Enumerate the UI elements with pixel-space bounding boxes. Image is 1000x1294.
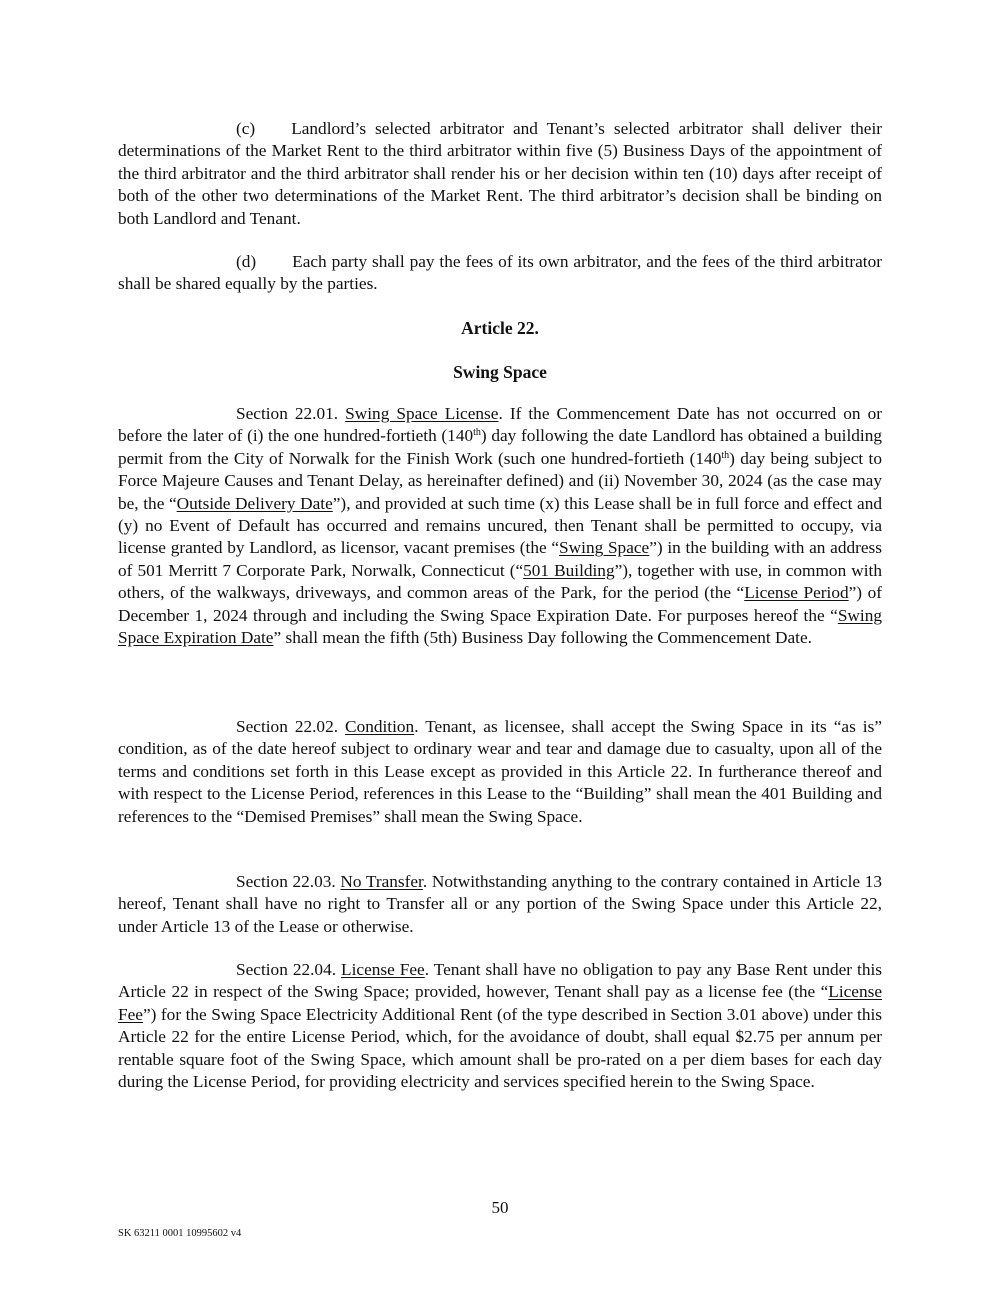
paragraph-d xyxy=(118,251,882,296)
defined-term-license-fee: License Fee xyxy=(118,982,882,1024)
defined-term-501-building: 501 Building xyxy=(523,560,615,580)
paragraph-d-label: (d) xyxy=(236,252,257,271)
section-22-02-text: . Tenant, as licensee, shall accept the Swing Space in its “as is” condition, as of the date hereof subject to ordinary wear and tear and damage due to casualty, upon all of the terms and conditions set forth in this Lease except as provided in this Article 22. In furtherance thereof and with respect to the License Period, references in this Lease to the “Building” shall mean the 401 Building and references to the “Demised Premises” shall mean the Swing Space. xyxy=(118,717,882,826)
superscript-th-2: th xyxy=(721,449,730,461)
paragraph-c-text: Landlord’s selected arbitrator and Tenant’s selected arbitrator shall deliver their determinations of the Market Rent to the third arbitrator within five (5) Business Days of the appointment of the third arbitrator and the third arbitrator shall render his or her decision within ten (10) days after receipt of both of the other two determinations of the Market Rent. The third arbitrator’s decision shall be binding on both Landlord and Tenant. xyxy=(118,119,882,228)
section-22-03-number: Section 22.03. xyxy=(236,872,336,891)
section-22-01-text-1: . If the Commencement Date has not occurred on or before the later of (i) the one hundred-fortieth (140 xyxy=(118,404,882,446)
section-22-02-number: Section 22.02. xyxy=(236,717,339,736)
defined-term-outside-delivery-date: Outside Delivery Date xyxy=(176,493,333,513)
section-22-04-number: Section 22.04. xyxy=(236,960,337,979)
section-22-01 xyxy=(118,403,882,649)
section-22-01-text-2: ) day following the date Landlord has obtained a building permit from the City of Norwalk for the Finish Work (such one hundred-fortieth (140 xyxy=(118,426,882,468)
section-22-01-text-3: ) day being subject to Force Majeure Causes and Tenant Delay, as hereinafter defined) and (ii) November 30, 2024 (as the case may be, the “ xyxy=(118,448,882,513)
section-22-01-number: Section 22.01. xyxy=(236,404,339,423)
section-22-04-text-2: ”) for the Swing Space Electricity Additional Rent (of the type described in Section 3.01 above) under this Article 22 for the entire License Period, which, for the avoidance of doubt, shall equal $2.75 per annum per rentable square foot of the Swing Space, which amount shall be pro-rated on a per diem bases for each day during the License Period, for providing electricity and services specified herein to the Swing Space. xyxy=(118,1004,882,1092)
paragraph-c xyxy=(118,118,882,230)
defined-term-swing-space: Swing Space xyxy=(559,538,650,558)
section-22-04-heading: License Fee xyxy=(341,960,425,979)
section-22-03 xyxy=(118,871,882,938)
defined-term-swing-space-expiration-date: Swing Space Expiration Date xyxy=(118,605,882,648)
document-id: SK 63211 0001 10995602 v4 xyxy=(118,1228,242,1239)
paragraph-d-text: Each party shall pay the fees of its own arbitrator, and the fees of the third arbitrator shall be shared equally by the parties. xyxy=(118,252,882,294)
section-22-01-text-6: ”), together with use, in common with others, of the walkways, driveways, and common areas of the Park, for the period (the “ xyxy=(118,560,882,603)
page-number: 50 xyxy=(491,1198,509,1217)
superscript-th-1: th xyxy=(473,427,481,439)
defined-term-license-period: License Period xyxy=(744,583,849,603)
section-22-02 xyxy=(118,716,882,828)
section-22-01-text-7: ”) of December 1, 2024 through and including the Swing Space Expiration Date. For purposes hereof the “ xyxy=(118,583,882,625)
section-22-02-heading: Condition xyxy=(345,717,415,736)
article-number: Article 22. xyxy=(461,318,539,338)
paragraph-c-label: (c) xyxy=(236,119,256,138)
section-22-01-text-8: ” shall mean the fifth (5th) Business Day following the Commencement Date. xyxy=(273,628,812,648)
section-22-01-heading: Swing Space License xyxy=(345,404,499,423)
section-22-01-text-5: ”) in the building with an address of 501 Merritt 7 Corporate Park, Norwalk, Connecticut (“ xyxy=(118,538,883,580)
section-22-04-text-1: . Tenant shall have no obligation to pay any Base Rent under this Article 22 in respect of the Swing Space; provided, however, Tenant shall pay as a license fee (the “ xyxy=(118,960,882,1002)
section-22-03-heading: No Transfer xyxy=(340,872,423,891)
section-22-03-text: . Notwithstanding anything to the contrary contained in Article 13 hereof, Tenant shall have no right to Transfer all or any portion of the Swing Space under this Article 22, under Article 13 of the Lease or otherwise. xyxy=(118,872,883,936)
section-22-01-text-4: ”), and provided at such time (x) this Lease shall be in full force and effect and (y) no Event of Default has occurred and remains uncured, then Tenant shall be permitted to occupy, via license granted by Landlord, as licensor, vacant premises (the “ xyxy=(118,493,882,558)
article-title: Swing Space xyxy=(453,362,547,382)
section-22-04 xyxy=(118,959,882,1093)
